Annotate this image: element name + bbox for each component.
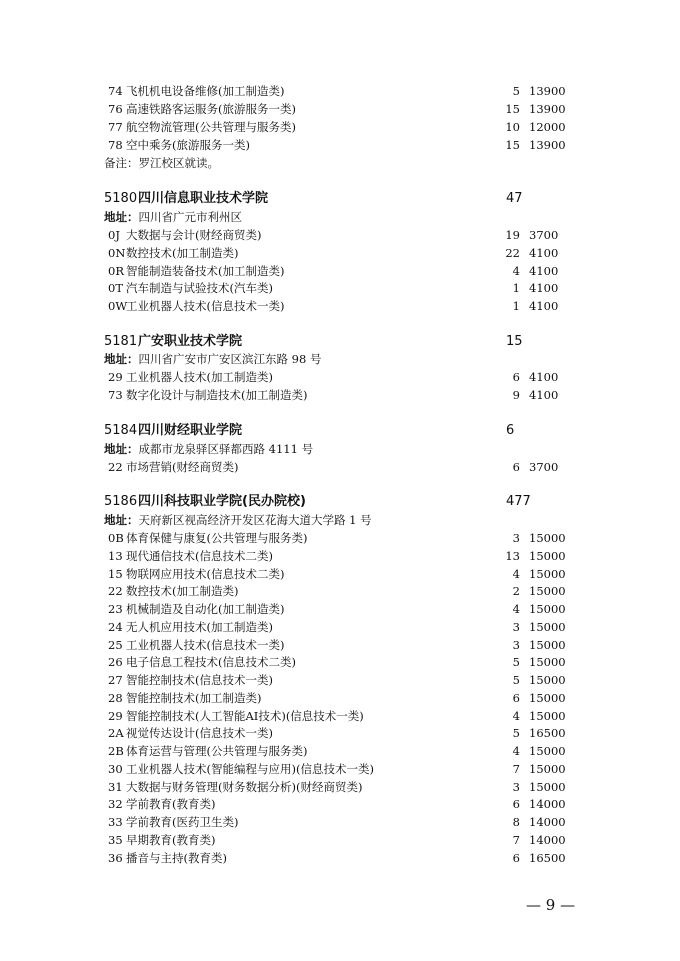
- enrollment-count: 5: [512, 84, 520, 98]
- school-code: 5181: [104, 334, 138, 349]
- tuition-fee: 15000: [529, 762, 566, 776]
- major-name: 汽车制造与试验技术(汽车类): [126, 281, 273, 295]
- major-code: 36: [108, 851, 123, 865]
- page-number: — 9 —: [526, 896, 576, 914]
- enrollment-count: 1: [512, 299, 520, 313]
- major-code: 26: [108, 655, 123, 669]
- tuition-fee: 13900: [529, 102, 566, 116]
- tuition-fee: 15000: [529, 531, 566, 545]
- major-code: 0B: [108, 531, 124, 545]
- major-code: 29: [108, 370, 123, 384]
- enrollment-count: 7: [512, 833, 520, 847]
- major-code: 32: [108, 797, 123, 811]
- enrollment-count: 10: [505, 120, 520, 134]
- table-row: [0, 618, 680, 636]
- tuition-fee: 14000: [529, 833, 566, 847]
- tuition-fee: 14000: [529, 797, 566, 811]
- major-code: 76: [108, 102, 123, 116]
- major-name: 数控技术(加工制造类): [126, 584, 239, 598]
- enrollment-count: 2: [512, 584, 520, 598]
- enrollment-count: 3: [512, 638, 520, 652]
- major-name: 智能控制技术(人工智能AI技术)(信息技术一类): [126, 709, 364, 723]
- enrollment-count: 3: [512, 531, 520, 545]
- tuition-fee: 15000: [529, 691, 566, 705]
- major-code: 0T: [108, 281, 123, 295]
- tuition-fee: 15000: [529, 567, 566, 581]
- major-code: 0R: [108, 264, 124, 278]
- tuition-fee: 3700: [529, 228, 559, 242]
- address-value: 四川省广元市利州区: [138, 210, 242, 224]
- major-code: 28: [108, 691, 123, 705]
- address-label: 地址：: [104, 442, 139, 456]
- enrollment-count: 3: [512, 780, 520, 794]
- tuition-fee: 4100: [529, 264, 559, 278]
- major-name: 早期教育(教育类): [126, 833, 216, 847]
- major-code: 77: [108, 120, 123, 134]
- tuition-fee: 13900: [529, 138, 566, 152]
- tuition-fee: 16500: [529, 851, 566, 865]
- school-name: 四川信息职业技术学院: [138, 191, 269, 206]
- table-row: [0, 849, 680, 867]
- table-row: [0, 118, 680, 136]
- school-header: [104, 491, 664, 513]
- major-name: 空中乘务(旅游服务一类): [126, 138, 250, 152]
- enrollment-count: 3: [512, 620, 520, 634]
- major-name: 体育保健与康复(公共管理与服务类): [126, 531, 308, 545]
- major-code: 27: [108, 673, 123, 687]
- enrollment-count: 19: [505, 228, 520, 242]
- enrollment-count: 6: [512, 460, 520, 474]
- table-row: [0, 813, 680, 831]
- major-name: 工业机器人技术(加工制造类): [126, 370, 273, 384]
- table-row: [0, 368, 680, 386]
- table-row: [0, 671, 680, 689]
- major-code: 35: [108, 833, 123, 847]
- enrollment-count: 4: [512, 709, 520, 723]
- enrollment-count: 4: [512, 567, 520, 581]
- enrollment-count: 5: [512, 655, 520, 669]
- enrollment-count: 5: [512, 726, 520, 740]
- address-label: 地址：: [104, 513, 139, 527]
- table-row: [0, 689, 680, 707]
- table-row: [0, 565, 680, 583]
- major-name: 视觉传达设计(信息技术一类): [126, 726, 273, 740]
- major-code: 33: [108, 815, 123, 829]
- major-name: 智能控制技术(信息技术一类): [126, 673, 273, 687]
- major-code: 15: [108, 567, 123, 581]
- enrollment-count: 6: [512, 370, 520, 384]
- major-code: 22: [108, 460, 123, 474]
- enrollment-count: 8: [512, 815, 520, 829]
- enrollment-count: 15: [505, 138, 520, 152]
- tuition-fee: 12000: [529, 120, 566, 134]
- tuition-fee: 15000: [529, 549, 566, 563]
- major-code: 78: [108, 138, 123, 152]
- address-label: 地址：: [104, 352, 139, 366]
- major-name: 体育运营与管理(公共管理与服务类): [126, 744, 308, 758]
- major-name: 电子信息工程技术(信息技术二类): [126, 655, 296, 669]
- address-value: 天府新区视高经济开发区花海大道大学路 1 号: [138, 513, 372, 527]
- enrollment-count: 13: [505, 549, 520, 563]
- enrollment-count: 4: [512, 264, 520, 278]
- major-name: 智能制造装备技术(加工制造类): [126, 264, 285, 278]
- major-name: 数字化设计与制造技术(加工制造类): [126, 388, 308, 402]
- table-row: [0, 707, 680, 725]
- table-row: [0, 831, 680, 849]
- tuition-fee: 4100: [529, 246, 559, 260]
- table-row: [0, 742, 680, 760]
- tuition-fee: 15000: [529, 638, 566, 652]
- major-name: 工业机器人技术(信息技术一类): [126, 299, 285, 313]
- major-name: 市场营销(财经商贸类): [126, 460, 239, 474]
- school-code: 5180: [104, 191, 138, 206]
- major-name: 学前教育(教育类): [126, 797, 216, 811]
- enrollment-count: 6: [512, 691, 520, 705]
- major-code: 74: [108, 84, 123, 98]
- major-code: 23: [108, 602, 123, 616]
- enrollment-count: 5: [512, 673, 520, 687]
- tuition-fee: 15000: [529, 602, 566, 616]
- school-total: 15: [506, 334, 523, 349]
- major-code: 22: [108, 584, 123, 598]
- school-code: 5184: [104, 423, 138, 438]
- tuition-fee: 15000: [529, 744, 566, 758]
- major-name: 机械制造及自动化(加工制造类): [126, 602, 285, 616]
- enrollment-count: 22: [505, 246, 520, 260]
- major-code: 2A: [108, 726, 124, 740]
- tuition-fee: 13900: [529, 84, 566, 98]
- address-value: 四川省广安市广安区滨江东路 98 号: [138, 352, 322, 366]
- table-row: [0, 795, 680, 813]
- major-code: 30: [108, 762, 123, 776]
- table-row: [0, 262, 680, 280]
- school-name: 广安职业技术学院: [138, 334, 243, 349]
- table-row: [0, 244, 680, 262]
- tuition-fee: 14000: [529, 815, 566, 829]
- major-code: 29: [108, 709, 123, 723]
- table-row: [0, 653, 680, 671]
- major-name: 物联网应用技术(信息技术二类): [126, 567, 285, 581]
- tuition-fee: 4100: [529, 299, 559, 313]
- major-name: 工业机器人技术(智能编程与应用)(信息技术一类): [126, 762, 374, 776]
- table-row: [0, 582, 680, 600]
- table-row: [0, 724, 680, 742]
- tuition-fee: 15000: [529, 620, 566, 634]
- school-header: [104, 420, 664, 442]
- enrollment-count: 9: [512, 388, 520, 402]
- tuition-fee: 4100: [529, 281, 559, 295]
- table-row: [0, 136, 680, 154]
- major-code: 0N: [108, 246, 126, 260]
- table-row: [0, 458, 680, 476]
- tuition-fee: 15000: [529, 780, 566, 794]
- major-name: 大数据与会计(财经商贸类): [126, 228, 262, 242]
- major-name: 数控技术(加工制造类): [126, 246, 239, 260]
- major-name: 大数据与财务管理(财务数据分析)(财经商贸类): [126, 780, 363, 794]
- enrollment-count: 6: [512, 851, 520, 865]
- school-total: 47: [506, 191, 523, 206]
- enrollment-count: 4: [512, 602, 520, 616]
- school-address: [104, 511, 372, 529]
- major-code: 0W: [108, 299, 128, 313]
- tuition-fee: 4100: [529, 388, 559, 402]
- table-row: [0, 82, 680, 100]
- address-value: 成都市龙泉驿区驿都西路 4111 号: [138, 442, 314, 456]
- major-code: 25: [108, 638, 123, 652]
- school-address: [104, 440, 313, 458]
- major-code: 73: [108, 388, 123, 402]
- table-row: [0, 226, 680, 244]
- table-row: [0, 778, 680, 796]
- major-name: 播音与主持(教育类): [126, 851, 227, 865]
- school-name: 四川科技职业学院(民办院校): [138, 494, 306, 509]
- table-row: [0, 636, 680, 654]
- major-code: 24: [108, 620, 123, 634]
- tuition-fee: 15000: [529, 655, 566, 669]
- major-code: 13: [108, 549, 123, 563]
- school-total: 477: [506, 494, 531, 509]
- enrollment-count: 7: [512, 762, 520, 776]
- school-header: [104, 188, 664, 210]
- school-total: 6: [506, 423, 515, 438]
- table-row: [0, 760, 680, 778]
- table-row: [0, 600, 680, 618]
- table-row: [0, 547, 680, 565]
- major-name: 飞机机电设备维修(加工制造类): [126, 84, 285, 98]
- major-code: 2B: [108, 744, 124, 758]
- major-name: 工业机器人技术(信息技术一类): [126, 638, 285, 652]
- tuition-fee: 15000: [529, 584, 566, 598]
- tuition-fee: 15000: [529, 709, 566, 723]
- school-address: [104, 208, 242, 226]
- tuition-fee: 3700: [529, 460, 559, 474]
- table-row: [0, 297, 680, 315]
- major-name: 学前教育(医药卫生类): [126, 815, 239, 829]
- major-code: 0J: [108, 228, 120, 242]
- enrollment-count: 4: [512, 744, 520, 758]
- address-label: 地址：: [104, 210, 139, 224]
- school-code: 5186: [104, 494, 138, 509]
- tuition-fee: 15000: [529, 673, 566, 687]
- school-address: [104, 350, 321, 368]
- major-name: 航空物流管理(公共管理与服务类): [126, 120, 296, 134]
- enrollment-count: 1: [512, 281, 520, 295]
- tuition-fee: 4100: [529, 370, 559, 384]
- table-row: [0, 386, 680, 404]
- major-name: 高速铁路客运服务(旅游服务一类): [126, 102, 296, 116]
- table-row: [0, 529, 680, 547]
- tuition-fee: 16500: [529, 726, 566, 740]
- school-name: 四川财经职业学院: [138, 423, 243, 438]
- table-row: [0, 279, 680, 297]
- enrollment-count: 6: [512, 797, 520, 811]
- major-code: 31: [108, 780, 123, 794]
- enrollment-count: 15: [505, 102, 520, 116]
- major-name: 智能控制技术(加工制造类): [126, 691, 262, 705]
- remark-note: 备注：罗江校区就读。: [104, 156, 219, 170]
- major-name: 无人机应用技术(加工制造类): [126, 620, 273, 634]
- table-row: [0, 100, 680, 118]
- major-name: 现代通信技术(信息技术二类): [126, 549, 273, 563]
